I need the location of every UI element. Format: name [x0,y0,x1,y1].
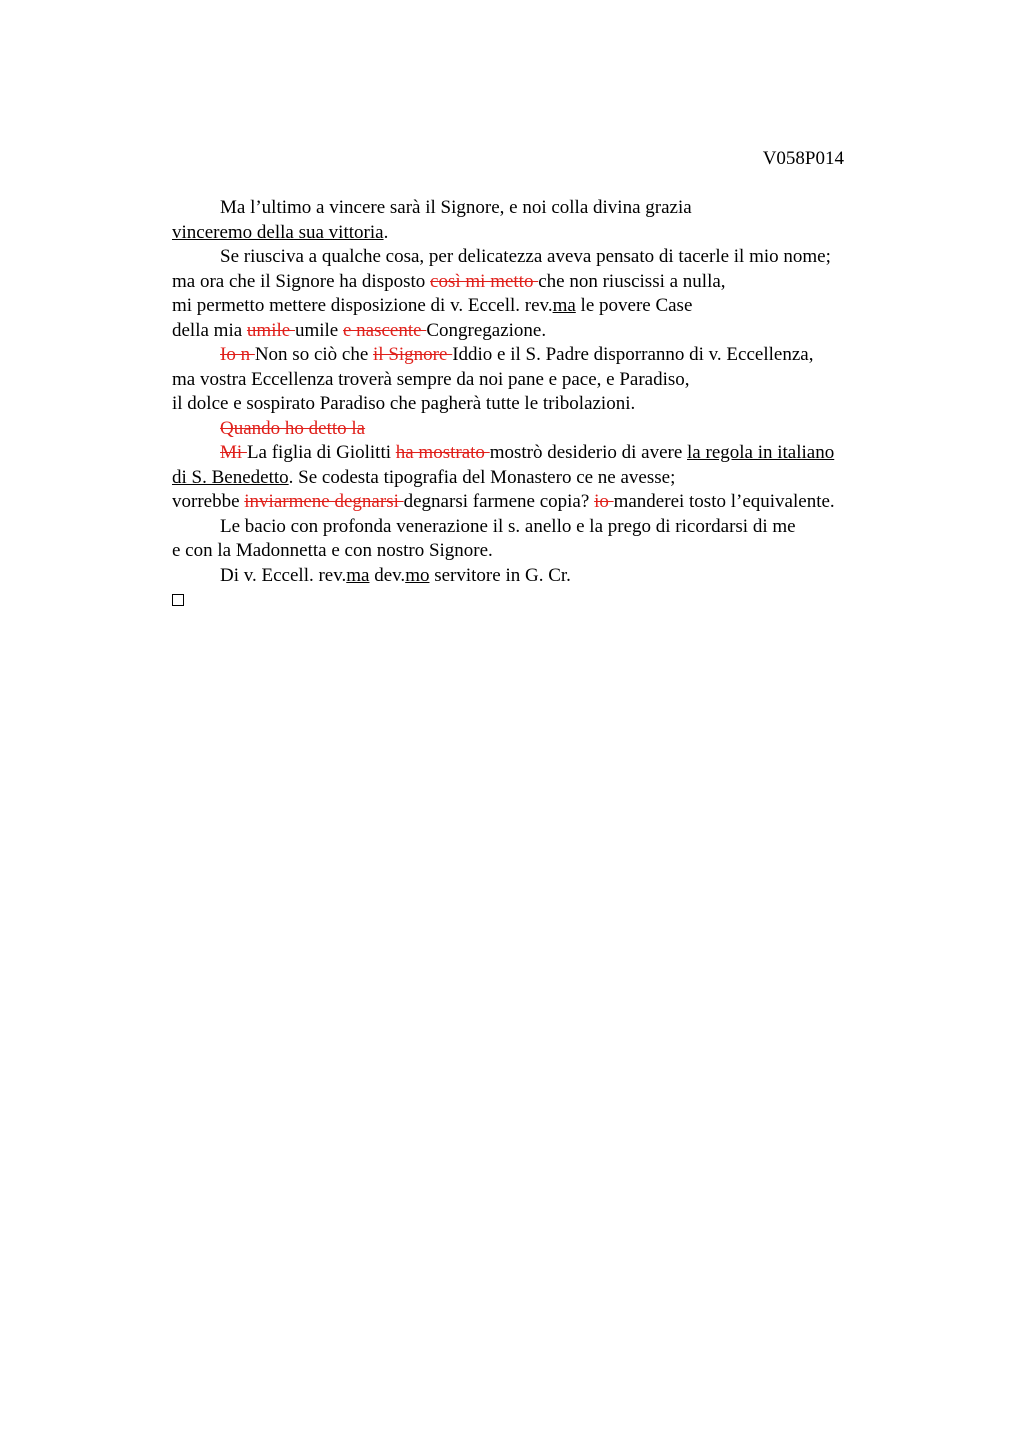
underlined-text: mo [405,564,430,586]
underlined-text: la regola in italiano [687,442,835,463]
text-span: Ma l’ultimo a vincere sarà il Signore, e noi colla divina grazia [220,197,692,218]
text-line [172,588,912,614]
text-line [172,368,912,393]
text-span: le povere Case [575,295,693,316]
text-span: e con la Madonnetta e con nostro Signore. [172,540,493,561]
text-span: mostrò desiderio di avere [489,442,688,463]
text-line [172,466,912,491]
text-span: degnarsi farmene copia? [403,491,595,512]
text-span: dev. [369,564,406,586]
page-id: V058P014 [762,148,844,169]
text-line [172,392,912,417]
text-line [172,221,912,246]
text-span: Le bacio con profonda venerazione il s. anello e la prego di ricordarsi di me [220,515,796,537]
letter-body [172,196,912,614]
text-span: Congregazione. [426,319,547,341]
text-span: La figlia di Giolitti [246,442,396,463]
text-line [172,294,912,319]
text-span: vorrebbe [172,491,245,512]
text-span: Di v. Eccell. rev. [220,564,347,586]
text-span: mi permetto mettere disposizione di v. Eccell. rev. [172,295,553,316]
deleted-text: io [594,491,614,512]
text-span: della mia [172,319,247,341]
text-line [172,319,912,344]
text-span: Iddio e il S. Padre disporranno di v. Eccellenza, [452,344,814,365]
deleted-text: e nascente [342,319,427,341]
text-line [172,196,912,221]
text-span: umile [294,319,343,341]
text-span: ma ora che il Signore ha disposto [172,270,431,292]
deleted-text: inviarmene degnarsi [244,491,404,512]
deleted-text: Quando ho detto la [220,417,366,439]
deleted-text: umile [246,319,295,341]
end-box-icon [172,594,184,606]
text-line [172,564,912,589]
text-line [172,490,912,515]
deleted-text: ha mostrato [395,442,490,463]
text-span: che non riuscissi a nulla, [538,270,726,292]
text-line [172,441,912,466]
underlined-text: ma [552,295,576,316]
text-span: servitore in G. Cr. [429,564,571,586]
text-span: . Se codesta tipografia del Monastero ce ne avesse; [288,466,676,488]
deleted-text: Mi [220,442,247,463]
underlined-text: vinceremo della sua vittoria [172,221,384,243]
text-line [172,417,912,442]
text-span: . [383,221,389,243]
text-span: Non so ciò che [254,344,374,365]
text-line [172,343,912,368]
text-line [172,539,912,564]
underlined-text: di S. Benedetto [172,466,289,488]
deleted-text: Io n [220,344,255,365]
text-line [172,245,912,270]
text-line [172,270,912,295]
text-line [172,515,912,540]
underlined-text: ma [346,564,370,586]
deleted-text: il Signore [373,344,453,365]
deleted-text: così mi metto [430,270,539,292]
text-span: ma vostra Eccellenza troverà sempre da noi pane e pace, e Paradiso, [172,368,690,390]
text-span: Se riusciva a qualche cosa, per delicatezza aveva pensato di tacerle il mio nome; [220,246,831,267]
text-span: il dolce e sospirato Paradiso che pagherà tutte le tribolazioni. [172,393,636,414]
text-span: manderei tosto l’equivalente. [613,491,835,512]
